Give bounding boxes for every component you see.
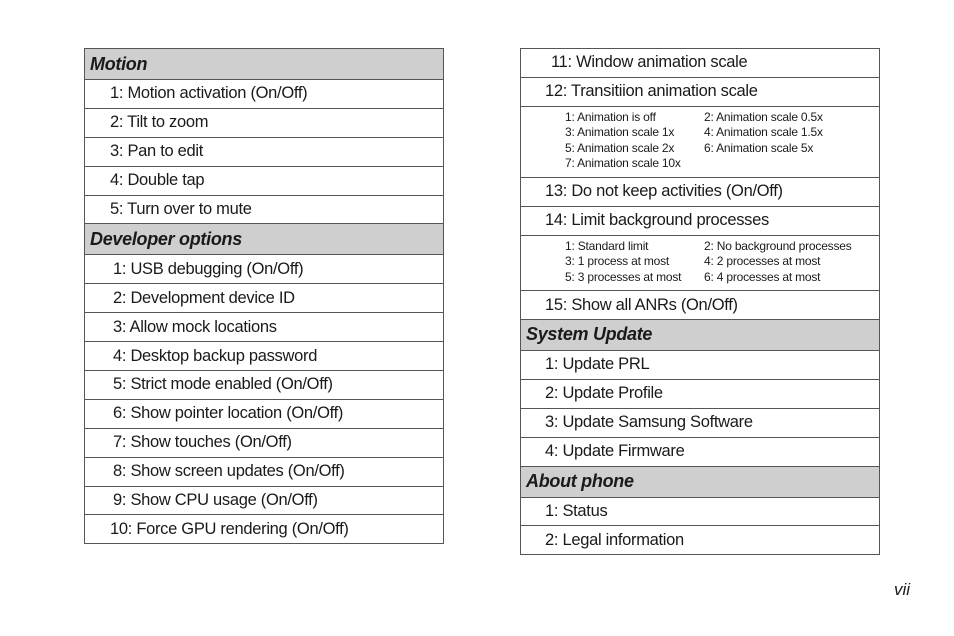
option-text: 5: Animation scale 2x	[565, 140, 675, 155]
menu-item-5-strict-mode-enabled-on-off: 5: Strict mode enabled (On/Off)	[85, 371, 443, 400]
option-text: 2: Animation scale 0.5x	[704, 109, 823, 124]
option-list	[521, 236, 879, 292]
menu-item-1-motion-activation-on-off: 1: Motion activation (On/Off)	[85, 80, 443, 109]
option-text: 3: Animation scale 1x	[565, 125, 675, 140]
option-line	[565, 125, 879, 141]
option-list	[521, 107, 879, 178]
menu-item-6-show-pointer-location-on-off: 6: Show pointer location (On/Off)	[85, 400, 443, 429]
section-header-motion: Motion	[85, 49, 443, 80]
option-text: 6: Animation scale 5x	[704, 140, 814, 155]
option-text: 7: Animation scale 10x	[565, 156, 681, 171]
menu-item-1-update-prl: 1: Update PRL	[521, 351, 879, 380]
menu-item-2-legal-information: 2: Legal information	[521, 526, 879, 555]
section-header-system-update: System Update	[521, 320, 879, 351]
option-line	[565, 239, 879, 255]
menu-item-5-turn-over-to-mute: 5: Turn over to mute	[85, 196, 443, 225]
menu-item-10-force-gpu-rendering-on-off: 10: Force GPU rendering (On/Off)	[85, 515, 443, 544]
option-line	[565, 110, 879, 126]
menu-item-7-show-touches-on-off: 7: Show touches (On/Off)	[85, 429, 443, 458]
section-header-developer-options: Developer options	[85, 224, 443, 255]
option-text: 2: No background processes	[704, 238, 852, 253]
option-text: 3: 1 process at most	[565, 254, 670, 269]
menu-item-4-update-firmware: 4: Update Firmware	[521, 438, 879, 467]
menu-item-1-status: 1: Status	[521, 498, 879, 527]
option-text: 4: Animation scale 1.5x	[704, 125, 823, 140]
menu-item-3-allow-mock-locations: 3: Allow mock locations	[85, 313, 443, 342]
menu-item-8-show-screen-updates-on-off: 8: Show screen updates (On/Off)	[85, 458, 443, 487]
menu-item-4-double-tap: 4: Double tap	[85, 167, 443, 196]
option-line	[565, 141, 879, 157]
menu-item-14-limit-background-processes: 14: Limit background processes	[521, 207, 879, 236]
menu-item-12-transitiion-animation-scale: 12: Transitiion animation scale	[521, 78, 879, 107]
menu-item-1-usb-debugging-on-off: 1: USB debugging (On/Off)	[85, 255, 443, 284]
option-text: 1: Animation is off	[565, 109, 656, 124]
option-line	[565, 270, 879, 286]
right-menu-table	[520, 48, 880, 555]
page-number: vii	[894, 580, 911, 599]
menu-item-9-show-cpu-usage-on-off: 9: Show CPU usage (On/Off)	[85, 487, 443, 516]
option-text: 1: Standard limit	[565, 238, 649, 253]
menu-item-3-update-samsung-software: 3: Update Samsung Software	[521, 409, 879, 438]
menu-item-2-update-profile: 2: Update Profile	[521, 380, 879, 409]
option-text: 4: 2 processes at most	[704, 254, 821, 269]
menu-item-2-development-device-id: 2: Development device ID	[85, 284, 443, 313]
menu-item-4-desktop-backup-password: 4: Desktop backup password	[85, 342, 443, 371]
menu-item-2-tilt-to-zoom: 2: Tilt to zoom	[85, 109, 443, 138]
left-menu-table	[84, 48, 444, 544]
option-text: 5: 3 processes at most	[565, 269, 682, 284]
menu-item-15-show-all-anrs-on-off: 15: Show all ANRs (On/Off)	[521, 291, 879, 320]
option-text: 6: 4 processes at most	[704, 269, 821, 284]
menu-item-3-pan-to-edit: 3: Pan to edit	[85, 138, 443, 167]
menu-item-11-window-animation-scale: 11: Window animation scale	[521, 49, 879, 78]
section-header-about-phone: About phone	[521, 467, 879, 498]
option-line	[565, 156, 879, 172]
menu-item-13-do-not-keep-activities-on-off: 13: Do not keep activities (On/Off)	[521, 178, 879, 207]
option-line	[565, 254, 879, 270]
